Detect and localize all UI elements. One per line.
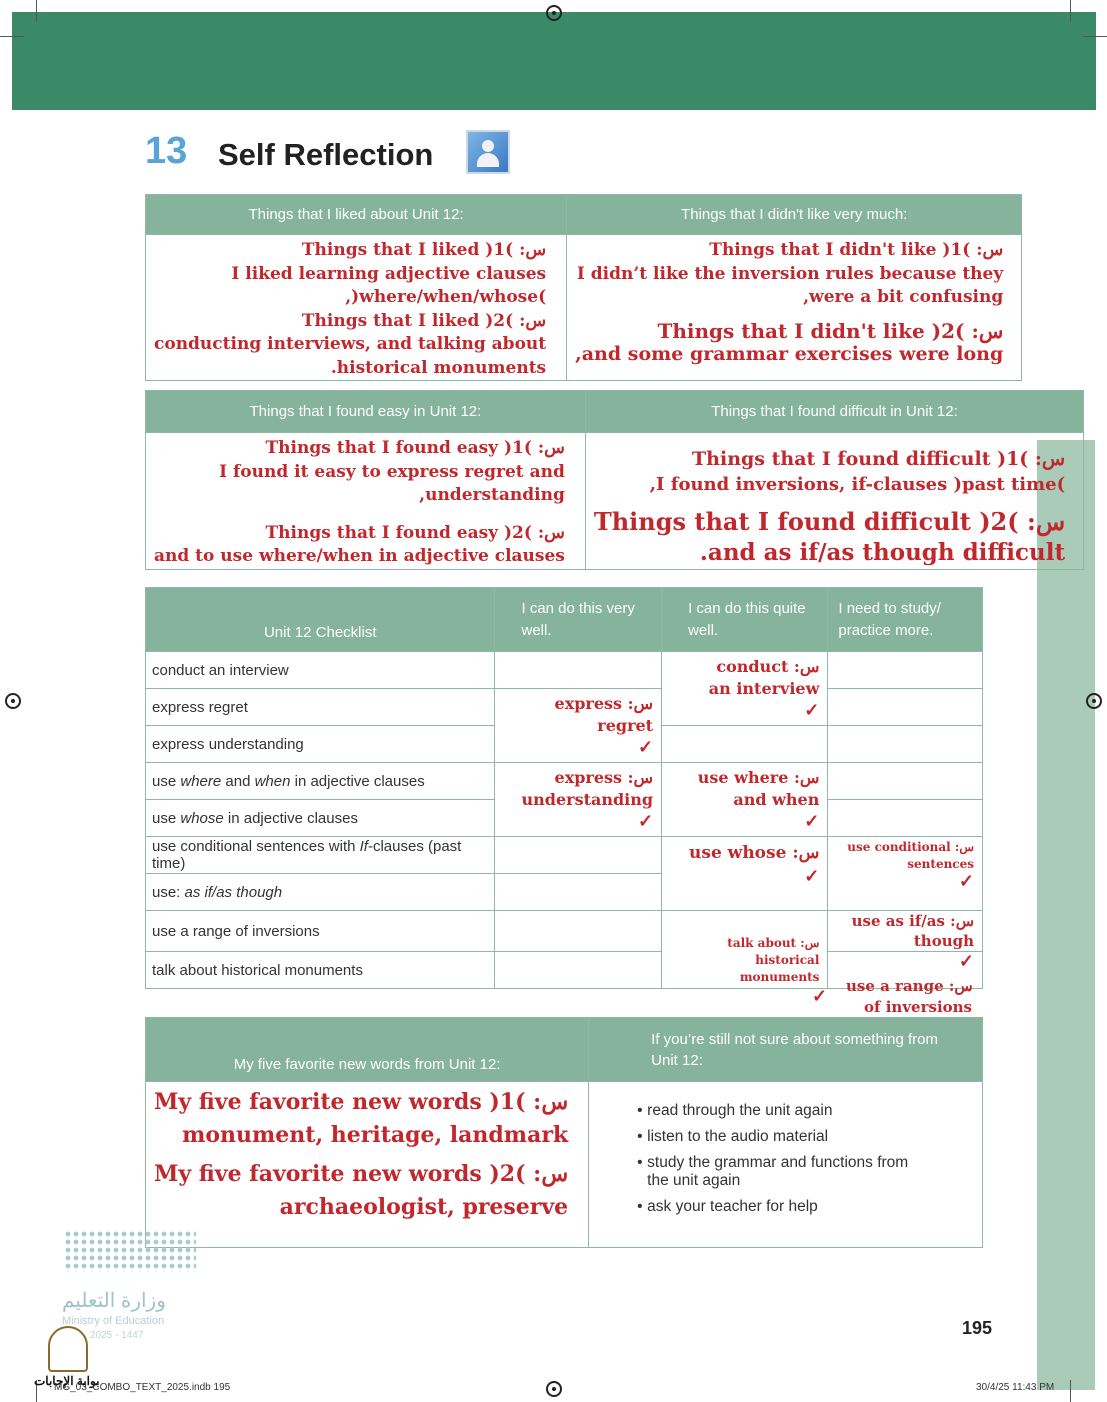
words-table [145,1017,983,1248]
check-mark-icon: ✓ [812,986,828,1007]
answer-line: Things that I didn't like )2( :س [657,318,1004,343]
checklist-row-label: express understanding [146,726,495,763]
answer-line: talk about :س [727,936,820,950]
likes-header: Things that I liked about Unit 12: [146,195,567,235]
check-mark-icon: ✓ [804,811,820,832]
crop-mark [1083,36,1107,37]
crop-mark [1070,1380,1071,1402]
study-more-cell[interactable] [828,800,983,837]
answer-line: express :س [554,694,654,713]
registration-mark-icon [546,5,562,21]
answer-line: use a range :س [846,977,973,995]
ministry-logo-arabic: وزارة التعليم [62,1290,166,1312]
study-more-cell[interactable] [828,837,983,911]
site-label: بوابة الإجابات [34,1374,100,1388]
answer-line: an interview [708,679,820,698]
favorite-words-cell[interactable] [146,1082,589,1248]
quite-well-header: I can do this quite well. [662,588,828,652]
answer-line: archaeologist, preserve [279,1194,569,1220]
answer-line: though [913,932,974,950]
answer-line: .and as if/as though difficult [699,539,1066,566]
checklist-row-label: use: as if/as though [146,874,495,911]
registration-mark-icon [5,693,21,709]
check-mark-icon: ✓ [637,811,654,832]
answer-line: My five favorite new words )1( :س [154,1089,569,1115]
checklist-row-label: conduct an interview [146,652,495,689]
answer-line: sentences [907,857,974,871]
answer-line: express :س [554,768,654,787]
dislikes-header: Things that I didn't like very much: [567,195,1022,235]
check-mark-icon: ✓ [958,871,974,892]
still-not-sure-header: If you’re still not sure about something from Unit 12: [589,1018,983,1082]
very-well-cell[interactable] [495,837,662,874]
answer-line: I found it easy to express regret and [219,461,565,482]
difficult-header: Things that I found difficult in Unit 12: [585,391,1083,433]
difficult-answer-cell[interactable] [585,433,1083,570]
inversions-answer [846,976,972,1018]
answer-line: use conditional :س [847,840,974,854]
side-stripe [1037,440,1095,1390]
answer-line: Things that I found difficult )2( :س [593,507,1066,536]
checklist-table [145,587,983,989]
ministry-year: 2025 - 1447 [90,1330,144,1341]
answer-line: use where :س [697,768,820,787]
answer-line: Things that I liked )2( :س [301,310,547,331]
dislikes-answer-cell[interactable] [567,235,1022,381]
study-more-cell[interactable] [828,726,983,763]
tip-item: • listen to the audio material [647,1128,982,1146]
check-mark-icon: ✓ [804,700,820,721]
checklist-row-label: use conditional sentences with If-clauses (past time) [146,837,495,874]
very-well-header: I can do this very well. [495,588,662,652]
crop-mark [36,0,37,22]
answer-line: use as if/as :س [851,912,974,930]
tip-item: • ask your teacher for help [647,1198,982,1216]
ministry-logo-dots [64,1230,196,1272]
quite-well-cell[interactable] [662,911,828,989]
footer-date: 30/4/25 11:43 PM [976,1382,1055,1393]
reflection-icon [466,130,510,174]
answer-line: My five favorite new words )2( :س [154,1161,569,1187]
study-more-header: I need to study/ practice more. [828,588,983,652]
tip-item: • study the grammar and functions from the unit again [647,1154,982,1190]
checklist-row-label: use a range of inversions [146,911,495,952]
answer-line: .historical monuments [330,357,547,378]
tips-list [589,1102,982,1216]
answer-line: Things that I didn't like )1( :س [709,240,1004,260]
tip-item: • read through the unit again [647,1102,982,1120]
tips-cell [589,1082,983,1248]
very-well-cell[interactable] [495,952,662,989]
answer-line: monument, heritage, landmark [182,1122,569,1148]
answer-line: Things that I liked )1( :س [301,240,547,260]
check-mark-icon: ✓ [804,866,820,887]
very-well-cell[interactable] [495,652,662,689]
favorite-words-header: My five favorite new words from Unit 12: [146,1018,589,1082]
answer-line: Things that I found easy )2( :س [265,522,565,543]
very-well-cell[interactable] [495,911,662,952]
study-more-cell[interactable] [828,763,983,800]
footer-file-name: MG_03_COMBO_TEXT_2025.indb 195 [54,1382,231,1393]
checklist-header: Unit 12 Checklist [146,588,495,652]
quite-well-cell[interactable] [662,763,828,837]
site-logo-icon [48,1326,88,1372]
very-well-cell[interactable] [495,689,662,763]
answer-line: conduct :س [716,657,820,676]
easy-answer-cell[interactable] [146,433,586,570]
likes-answer-cell[interactable] [146,235,567,381]
quite-well-cell[interactable] [662,652,828,726]
answer-line: ,understanding [419,485,565,505]
unit-number: 13 [145,130,188,172]
likes-table [145,194,1022,381]
registration-mark-icon [546,1381,562,1397]
crop-mark [1070,0,1071,22]
crop-mark [0,36,24,37]
quite-well-cell[interactable] [662,726,828,763]
page-title: Self Reflection [218,137,434,172]
answer-line: I didn’t like the inversion rules because they [576,263,1004,284]
answer-line: I liked learning adjective clauses [231,263,547,284]
answer-line: ,I found inversions, if-clauses )past time( [649,474,1066,495]
answer-line: and when [733,790,820,809]
answer-line: understanding [521,790,654,809]
checklist-row-label: use whose in adjective clauses [146,800,495,837]
quite-well-cell[interactable] [662,837,828,911]
answer-line: and to use where/when in adjective clauses [154,546,565,566]
answer-line: ,were a bit confusing [803,287,1004,307]
answer-line: ,)where/when/whose( [345,287,547,307]
study-more-cell[interactable] [828,652,983,689]
registration-mark-icon [1086,693,1102,709]
answer-line: conducting interviews, and talking about [154,334,547,354]
answer-line: monuments [739,970,820,984]
checklist-row-label: use where and when in adjective clauses [146,763,495,800]
answer-line: ,and some grammar exercises were long [575,343,1004,365]
very-well-cell[interactable] [495,763,662,837]
check-mark-icon: ✓ [637,737,654,758]
study-more-cell[interactable] [828,689,983,726]
study-more-cell[interactable] [828,911,983,952]
very-well-cell[interactable] [495,874,662,911]
answer-line: use whose :س [689,843,820,863]
easy-header: Things that I found easy in Unit 12: [146,391,586,433]
check-mark-icon: ✓ [958,951,974,972]
checklist-row-label: express regret [146,689,495,726]
answer-line: regret [597,716,654,735]
ministry-logo-english: Ministry of Education [62,1315,165,1327]
answer-line: historical [755,953,820,967]
easy-table [145,390,1084,570]
answer-line: of inversions [864,998,972,1016]
answer-line: Things that I found easy )1( :س [265,438,565,458]
answer-line: Things that I found difficult )1( :س [692,448,1066,470]
checklist-row-label: talk about historical monuments [146,952,495,989]
page-number: 195 [962,1318,993,1338]
top-banner [12,12,1096,110]
